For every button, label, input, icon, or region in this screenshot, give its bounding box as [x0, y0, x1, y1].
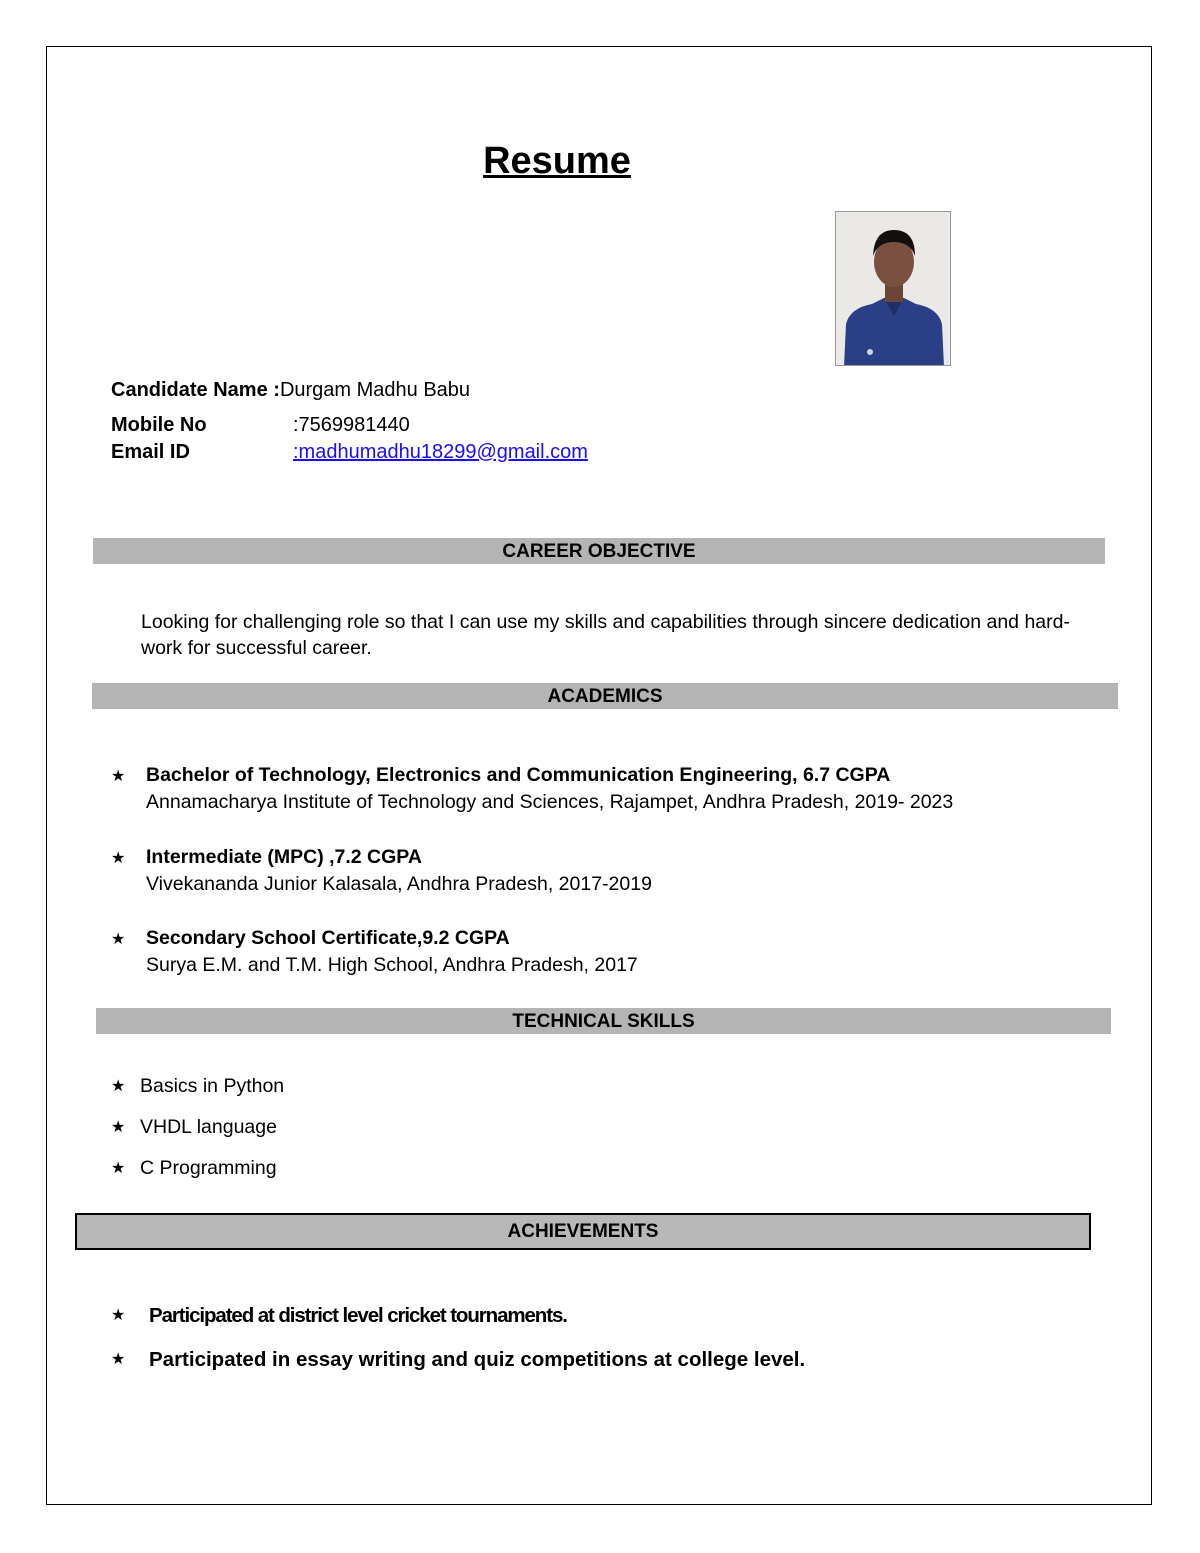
academic-title: Intermediate (MPC) ,7.2 CGPA — [146, 846, 422, 868]
star-icon: ★ — [111, 1078, 126, 1095]
email-label: Email ID — [111, 441, 190, 463]
person-photo-icon — [836, 212, 951, 366]
achievement-text: Participated in essay writing and quiz competitions at college level. — [149, 1348, 806, 1371]
academic-title: Bachelor of Technology, Electronics and Communication Engineering, 6.7 CGPA — [146, 764, 891, 786]
career-objective-header: CAREER OBJECTIVE — [93, 538, 1105, 564]
academic-detail: Surya E.M. and T.M. High School, Andhra Pradesh, 2017 — [146, 954, 638, 976]
achievement-item — [111, 1348, 805, 1372]
skill-item — [111, 1157, 277, 1180]
candidate-name-value: Durgam Madhu Babu — [279, 379, 471, 401]
candidate-photo — [835, 211, 951, 366]
candidate-name-label: Candidate Name : — [111, 379, 280, 401]
star-icon: ★ — [111, 1119, 126, 1136]
career-objective-text: Looking for challenging role so that I can use my skills and capabilities through sincere dedication and hard-work for successful career. — [141, 611, 1070, 659]
star-icon: ★ — [111, 1307, 126, 1324]
academic-title: Secondary School Certificate,9.2 CGPA — [146, 927, 510, 949]
email-link[interactable]: :madhumadhu18299@gmail.com — [293, 441, 588, 463]
skill-label: Basics in Python — [140, 1075, 285, 1097]
mobile-label: Mobile No — [111, 414, 207, 436]
academic-item — [111, 762, 953, 816]
academics-header: ACADEMICS — [92, 683, 1118, 709]
candidate-name-row — [111, 379, 470, 402]
technical-skills-header: TECHNICAL SKILLS — [96, 1008, 1111, 1034]
page-title: Resume — [483, 140, 631, 182]
academic-detail: Vivekananda Junior Kalasala, Andhra Pradesh, 2017-2019 — [146, 873, 652, 895]
star-icon: ★ — [111, 1351, 126, 1368]
achievement-text: Participated at district level cricket tournaments. — [149, 1304, 567, 1327]
skill-label: C Programming — [140, 1157, 277, 1179]
skill-item — [111, 1116, 277, 1139]
skill-item — [111, 1075, 284, 1098]
academic-item — [111, 925, 638, 979]
star-icon: ★ — [111, 850, 126, 867]
star-icon: ★ — [111, 931, 126, 948]
academic-detail: Annamacharya Institute of Technology and Sciences, Rajampet, Andhra Pradesh, 2019- 2023 — [146, 791, 954, 813]
star-icon: ★ — [111, 1160, 126, 1177]
mobile-row — [111, 414, 410, 437]
star-icon: ★ — [111, 768, 126, 785]
academic-item — [111, 844, 652, 898]
email-row — [111, 441, 588, 464]
mobile-value: :7569981440 — [293, 414, 410, 436]
achievements-header: ACHIEVEMENTS — [75, 1213, 1091, 1250]
skill-label: VHDL language — [140, 1116, 277, 1138]
achievement-item — [111, 1304, 567, 1328]
